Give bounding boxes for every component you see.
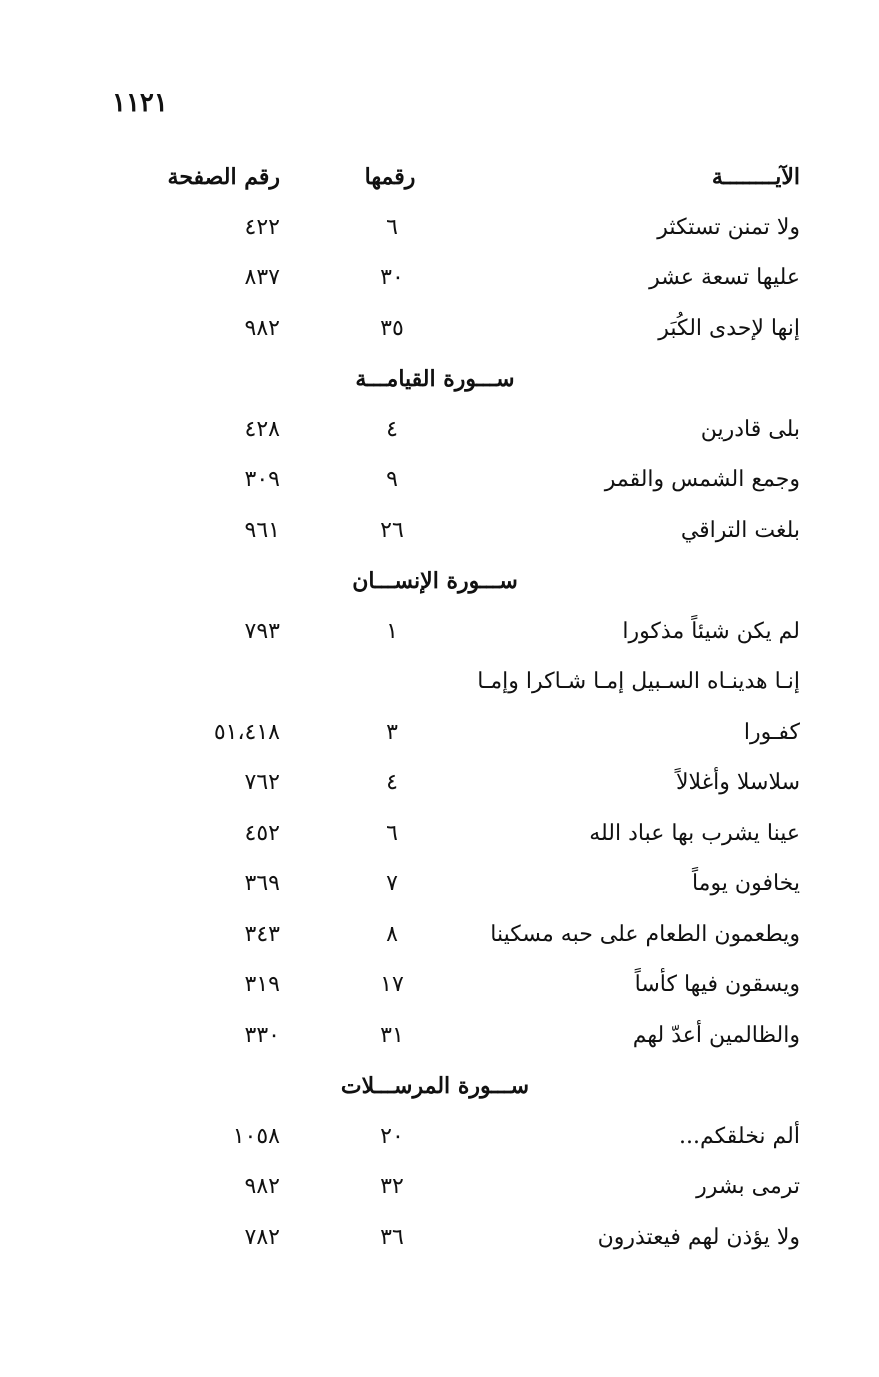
verse-number: ٣ xyxy=(386,719,398,745)
verse-number: ٢٠ xyxy=(380,1123,404,1149)
page-reference: ٧٦٢ xyxy=(244,770,280,795)
verse-number: ١٧ xyxy=(380,972,404,997)
surah-heading xyxy=(150,556,800,607)
verse-number: ٢٦ xyxy=(380,517,404,543)
verse-text: ولا تمنن تستكثر xyxy=(657,214,800,240)
table-row xyxy=(150,203,800,254)
verse-text: ألم نخلقكم... xyxy=(679,1123,800,1149)
surah-heading xyxy=(150,354,800,405)
verse-number: ٣٠ xyxy=(380,265,404,290)
header-verse: الآيــــــــة xyxy=(711,164,800,190)
verse-text: والظالمين أعدّ لهم xyxy=(632,1022,800,1048)
table-row xyxy=(150,304,800,355)
table-row xyxy=(150,758,800,809)
page-reference: ٣٤٣ xyxy=(244,921,280,947)
verse-text: لم يكن شيئاً مذكورا xyxy=(622,618,800,644)
table-row xyxy=(150,960,800,1011)
page-reference: ٤٢٢ xyxy=(244,214,280,240)
page-reference: ٣٠٩ xyxy=(244,467,280,492)
table-row xyxy=(150,253,800,304)
surah-title: ســـورة المرســـلات xyxy=(340,1073,530,1099)
surah-title: ســـورة القيامـــة xyxy=(355,366,515,392)
page-reference: ٣٣٠ xyxy=(244,1022,280,1048)
page-reference: ٤٥٢ xyxy=(244,820,280,846)
verse-text: ويسقون فيها كأساً xyxy=(634,972,800,997)
verse-number: ٣٢ xyxy=(380,1174,404,1199)
table-row xyxy=(150,1162,800,1213)
verse-text: إنـا هدينـاه السـبيل إمـا شـاكرا وإمـا xyxy=(477,669,800,694)
verse-number: ٦ xyxy=(386,820,398,846)
surah-heading xyxy=(150,1061,800,1112)
page-reference: ٩٨٢ xyxy=(244,315,280,341)
table-row xyxy=(150,859,800,910)
header-number: رقمها xyxy=(364,164,416,190)
verse-number: ٤ xyxy=(386,770,398,795)
table-row xyxy=(150,1213,800,1264)
verse-text: يخافون يوماً xyxy=(691,871,800,896)
verse-text: بلغت التراقي xyxy=(680,517,800,543)
verse-text: سلاسلا وأغلالاً xyxy=(675,770,800,795)
table-header xyxy=(150,152,800,203)
page-reference: ٥١،٤١٨ xyxy=(213,719,280,745)
table-body xyxy=(150,203,800,1264)
surah-title: ســـورة الإنســـان xyxy=(352,568,518,594)
page-reference: ٧٩٣ xyxy=(244,618,280,644)
table-row xyxy=(150,455,800,506)
table-row xyxy=(150,657,800,708)
verse-text: وجمع الشمس والقمر xyxy=(604,467,800,492)
verse-text: كفـورا xyxy=(743,719,800,745)
table-row xyxy=(150,506,800,557)
verse-number: ٤ xyxy=(386,416,398,442)
page-reference: ٨٣٧ xyxy=(244,265,280,290)
verse-text: عليها تسعة عشر xyxy=(649,265,800,290)
verse-text: عينا يشرب بها عباد الله xyxy=(589,820,800,846)
table-row xyxy=(150,405,800,456)
table-row xyxy=(150,607,800,658)
table-row xyxy=(150,1112,800,1163)
header-page: رقم الصفحة xyxy=(167,164,280,190)
page-reference: ٣١٩ xyxy=(244,972,280,997)
page-reference: ٩٦١ xyxy=(244,517,280,543)
verse-text: ولا يؤذن لهم فيعتذرون xyxy=(597,1224,800,1250)
verse-number: ٣٥ xyxy=(380,315,404,341)
table-row xyxy=(150,708,800,759)
verse-text: ويطعمون الطعام على حبه مسكينا xyxy=(490,921,800,947)
verse-text: ترمى بشرر xyxy=(696,1174,800,1199)
page-reference: ٣٦٩ xyxy=(244,871,280,896)
verse-number: ٦ xyxy=(386,214,398,240)
verse-number: ٧ xyxy=(386,871,398,896)
page-reference: ١٠٥٨ xyxy=(232,1123,280,1149)
verse-number: ٣١ xyxy=(380,1022,404,1048)
page-number: ١١٢١ xyxy=(112,88,168,118)
page-reference: ٩٨٢ xyxy=(244,1174,280,1199)
table-row xyxy=(150,910,800,961)
verse-number: ٨ xyxy=(386,921,398,947)
verse-number: ٩ xyxy=(386,467,398,492)
verse-index-table xyxy=(150,152,800,1263)
verse-text: إنها لإحدى الكُبَر xyxy=(658,315,800,341)
verse-number: ١ xyxy=(386,618,398,644)
page-reference: ٤٢٨ xyxy=(244,416,280,442)
verse-number: ٣٦ xyxy=(380,1224,404,1250)
page-reference: ٧٨٢ xyxy=(244,1224,280,1250)
verse-text: بلى قادرين xyxy=(700,416,800,442)
table-row xyxy=(150,1011,800,1062)
table-row xyxy=(150,809,800,860)
